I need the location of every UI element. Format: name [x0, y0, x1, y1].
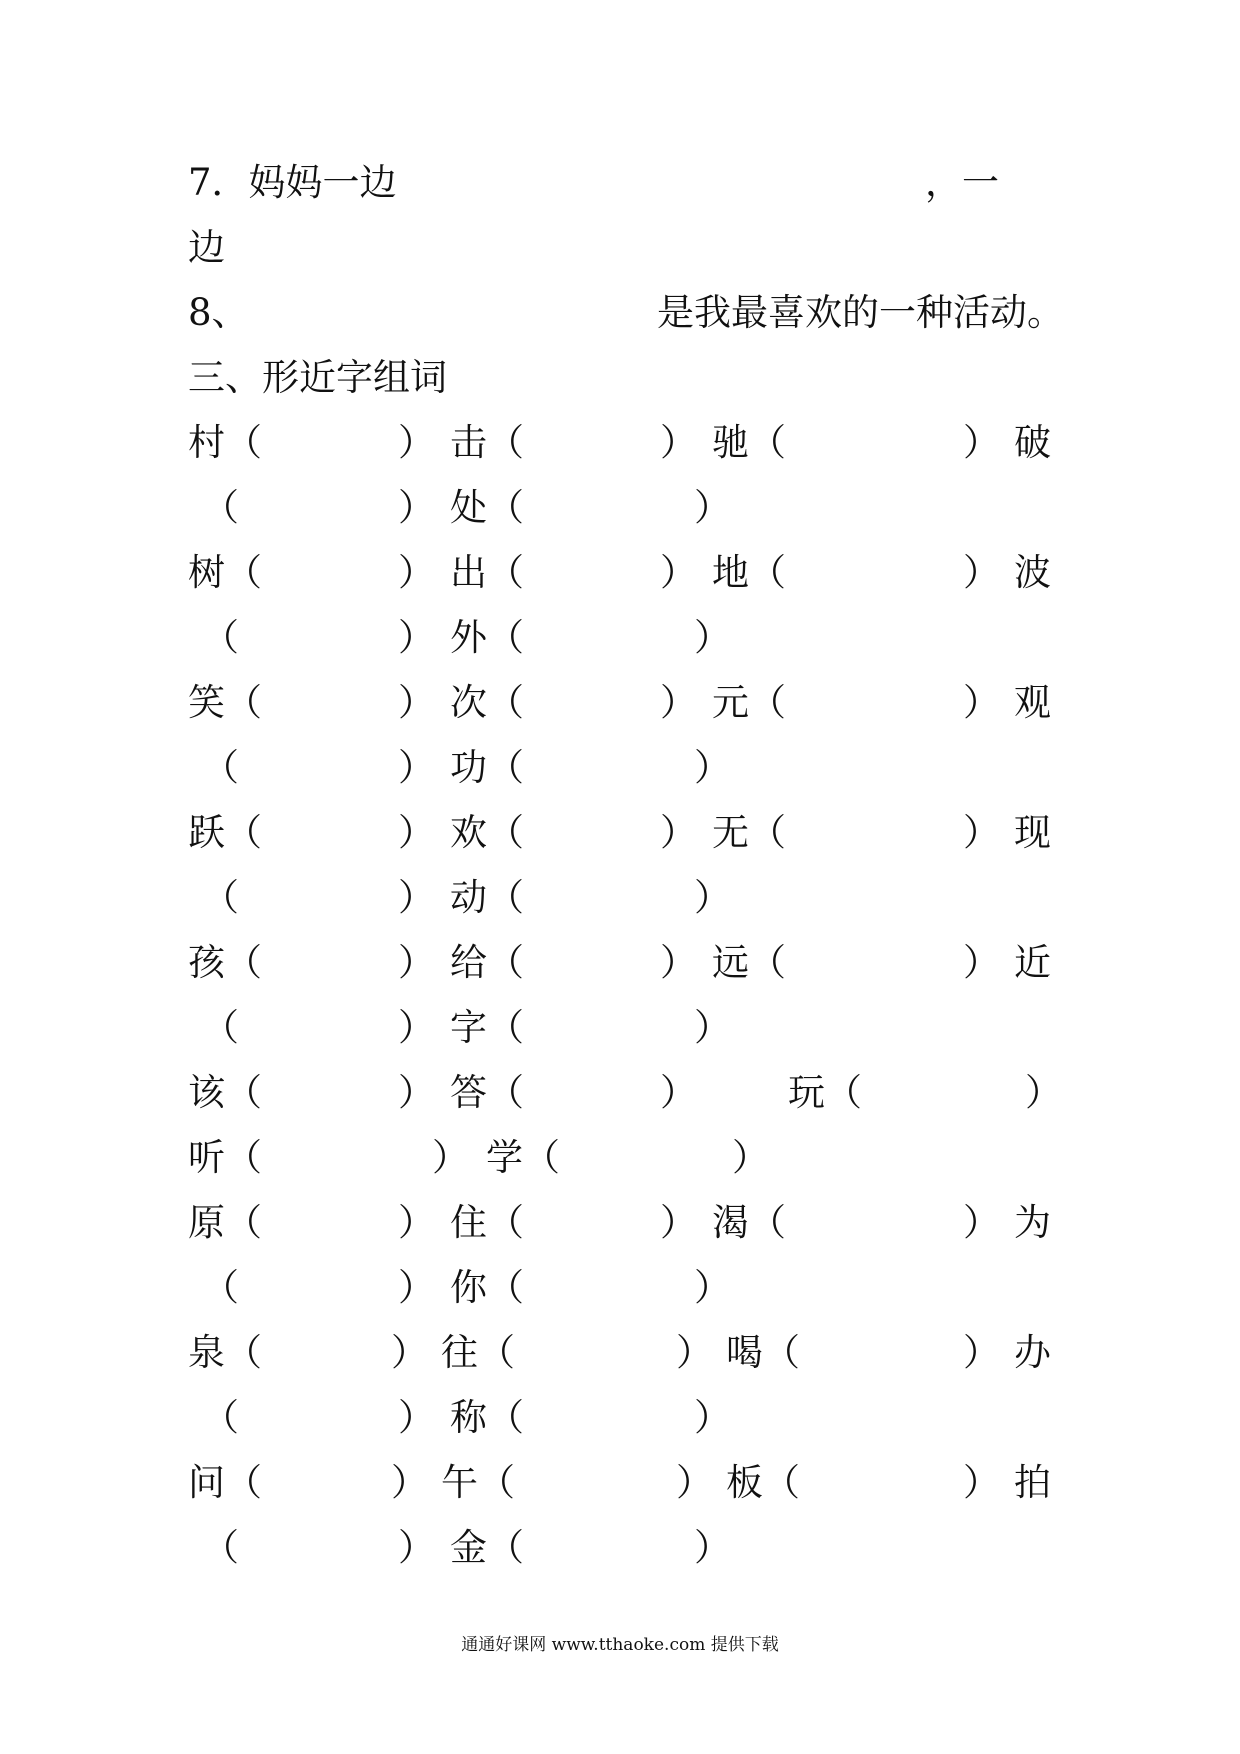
- word-row: [188, 804, 1068, 862]
- char-prompt: 破: [1014, 421, 1051, 464]
- paren-open: （: [202, 486, 239, 529]
- question-8-text: 是我最喜欢的一种活动。: [657, 291, 1064, 334]
- paren-close: ）: [660, 421, 697, 464]
- paren-close: ）: [398, 811, 435, 854]
- paren-close: ）: [398, 1526, 435, 1569]
- paren-close: ）: [963, 1461, 1000, 1504]
- word-row: [188, 414, 1068, 472]
- word-row: [188, 1064, 1068, 1122]
- char-prompt: 孩（: [188, 941, 262, 984]
- char-prompt: 笑（: [188, 681, 262, 724]
- question-7-prompt: 7．妈妈一边: [188, 161, 397, 204]
- char-prompt: 元（: [712, 681, 786, 724]
- paren-close: ）: [963, 941, 1000, 984]
- paren-close: ）: [391, 1331, 428, 1374]
- char-prompt: 无（: [712, 811, 786, 854]
- char-prompt: 渴（: [712, 1201, 786, 1244]
- paren-close: ）: [660, 811, 697, 854]
- paren-close: ）: [963, 681, 1000, 724]
- word-row: [188, 674, 1068, 732]
- paren-open: （: [202, 876, 239, 919]
- word-row: [188, 479, 1068, 537]
- char-prompt: 村（: [188, 421, 262, 464]
- char-prompt: 原（: [188, 1201, 262, 1244]
- paren-close: ）: [694, 1526, 731, 1569]
- section-3-title: 三、形近字组词: [188, 356, 447, 399]
- paren-close: ）: [398, 1396, 435, 1439]
- paren-close: ）: [398, 551, 435, 594]
- paren-open: （: [202, 1006, 239, 1049]
- paren-close: ）: [398, 876, 435, 919]
- char-prompt: 击（: [450, 421, 524, 464]
- char-prompt: 近: [1014, 941, 1051, 984]
- word-row: [188, 934, 1068, 992]
- char-prompt: 为: [1014, 1201, 1051, 1244]
- word-row: [188, 544, 1068, 602]
- paren-close: ）: [694, 1266, 731, 1309]
- paren-close: ）: [398, 941, 435, 984]
- word-row: [188, 1519, 1068, 1577]
- char-prompt: 问（: [188, 1461, 262, 1504]
- char-prompt: 字（: [450, 1006, 524, 1049]
- char-prompt: 驰（: [712, 421, 786, 464]
- paren-close: ）: [398, 1071, 435, 1114]
- char-prompt: 外（: [450, 616, 524, 659]
- paren-close: ）: [398, 486, 435, 529]
- paren-close: ）: [398, 1006, 435, 1049]
- question-7-line-2: [188, 219, 1068, 277]
- paren-open: （: [202, 1396, 239, 1439]
- char-prompt: 称（: [450, 1396, 524, 1439]
- char-prompt: 玩（: [788, 1071, 862, 1114]
- char-prompt: 拍: [1014, 1461, 1051, 1504]
- question-7-line-1: [188, 154, 1068, 212]
- char-prompt: 泉（: [188, 1331, 262, 1374]
- question-7-continuation: ，一: [925, 161, 999, 204]
- question-7-word: 边: [188, 226, 225, 269]
- char-prompt: 欢（: [450, 811, 524, 854]
- paren-close: ）: [398, 421, 435, 464]
- char-prompt: 办: [1014, 1331, 1051, 1374]
- paren-open: （: [202, 616, 239, 659]
- word-row: [188, 1324, 1068, 1382]
- char-prompt: 午（: [441, 1461, 515, 1504]
- word-row: [188, 1454, 1068, 1512]
- char-prompt: 学（: [486, 1136, 560, 1179]
- word-row: [188, 739, 1068, 797]
- char-prompt: 给（: [450, 941, 524, 984]
- char-prompt: 地（: [712, 551, 786, 594]
- paren-close: ）: [660, 551, 697, 594]
- paren-close: ）: [660, 1071, 697, 1114]
- char-prompt: 功（: [450, 746, 524, 789]
- word-row: [188, 609, 1068, 667]
- char-prompt: 往（: [441, 1331, 515, 1374]
- paren-open: （: [202, 1526, 239, 1569]
- section-3-heading: [188, 349, 1068, 407]
- paren-close: ）: [391, 1461, 428, 1504]
- paren-close: ）: [694, 1006, 731, 1049]
- word-row: [188, 869, 1068, 927]
- word-row: [188, 1129, 1068, 1187]
- page-footer: 通通好课网 www.tthaoke.com 提供下载: [461, 1635, 779, 1655]
- word-row: [188, 1259, 1068, 1317]
- word-row: [188, 1194, 1068, 1252]
- char-prompt: 金（: [450, 1526, 524, 1569]
- char-prompt: 你（: [450, 1266, 524, 1309]
- char-prompt: 现: [1014, 811, 1051, 854]
- char-prompt: 喝（: [726, 1331, 800, 1374]
- char-prompt: 动（: [450, 876, 524, 919]
- paren-close: ）: [694, 876, 731, 919]
- paren-close: ）: [660, 1201, 697, 1244]
- char-prompt: 听（: [188, 1136, 262, 1179]
- paren-close: ）: [963, 811, 1000, 854]
- char-prompt: 住（: [450, 1201, 524, 1244]
- paren-close: ）: [732, 1136, 769, 1179]
- char-prompt: 答（: [450, 1071, 524, 1114]
- paren-close: ）: [963, 421, 1000, 464]
- paren-close: ）: [694, 616, 731, 659]
- paren-close: ）: [676, 1331, 713, 1374]
- word-row: [188, 1389, 1068, 1447]
- char-prompt: 该（: [188, 1071, 262, 1114]
- paren-close: ）: [676, 1461, 713, 1504]
- paren-open: （: [202, 746, 239, 789]
- paren-close: ）: [398, 1266, 435, 1309]
- paren-close: ）: [694, 746, 731, 789]
- question-8-line: [188, 284, 1068, 342]
- paren-close: ）: [432, 1136, 469, 1179]
- char-prompt: 出（: [450, 551, 524, 594]
- paren-close: ）: [398, 1201, 435, 1244]
- paren-close: ）: [398, 681, 435, 724]
- word-row: [188, 999, 1068, 1057]
- char-prompt: 板（: [726, 1461, 800, 1504]
- paren-close: ）: [694, 1396, 731, 1439]
- paren-close: ）: [660, 681, 697, 724]
- question-8-number: 8、: [188, 291, 249, 334]
- paren-close: ）: [398, 616, 435, 659]
- char-prompt: 树（: [188, 551, 262, 594]
- char-prompt: 处（: [450, 486, 524, 529]
- paren-open: （: [202, 1266, 239, 1309]
- char-prompt: 远（: [712, 941, 786, 984]
- paren-close: ）: [694, 486, 731, 529]
- paren-close: ）: [963, 1331, 1000, 1374]
- paren-close: ）: [963, 551, 1000, 594]
- char-prompt: 观: [1014, 681, 1051, 724]
- paren-close: ）: [398, 746, 435, 789]
- char-prompt: 跃（: [188, 811, 262, 854]
- paren-close: ）: [963, 1201, 1000, 1244]
- char-prompt: 波: [1014, 551, 1051, 594]
- paren-close: ）: [660, 941, 697, 984]
- char-prompt: 次（: [450, 681, 524, 724]
- paren-close: ）: [1025, 1071, 1062, 1114]
